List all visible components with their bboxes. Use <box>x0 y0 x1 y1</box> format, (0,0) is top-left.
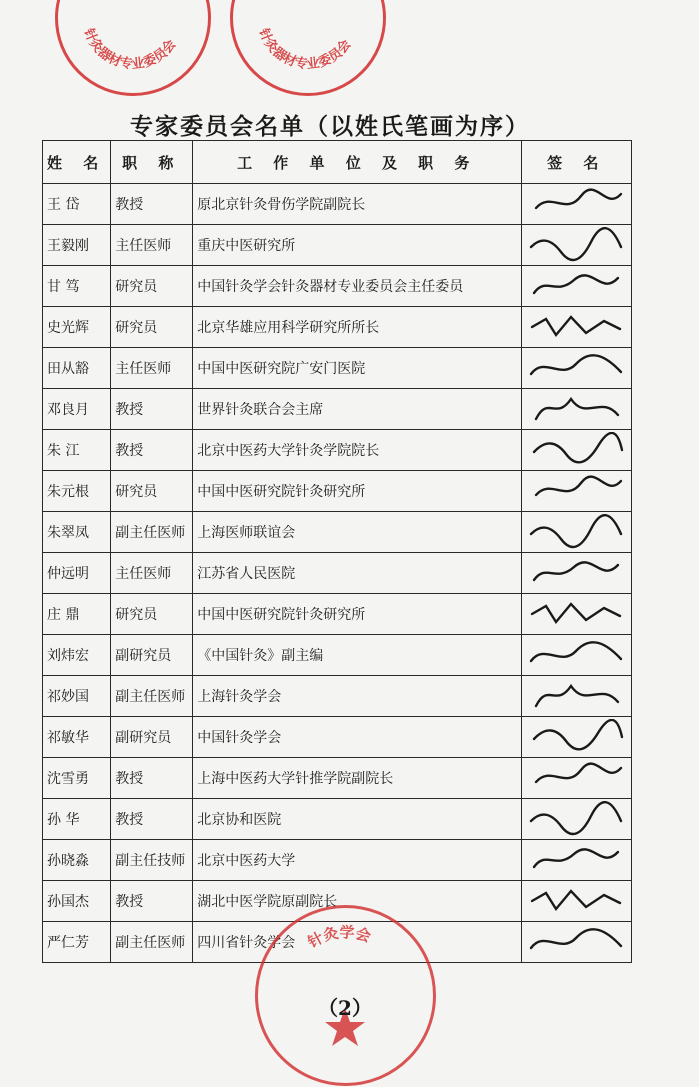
member-name: 甘 笃 <box>43 266 111 307</box>
header-title: 职 称 <box>111 141 193 184</box>
page-number: （2） <box>318 996 372 1020</box>
member-organization: 上海针灸学会 <box>193 676 522 717</box>
header-signature: 签 名 <box>522 141 632 184</box>
member-organization: 北京中医药大学针灸学院院长 <box>193 430 522 471</box>
handwritten-signature <box>522 184 632 225</box>
member-name: 朱 江 <box>43 430 111 471</box>
table-row <box>43 225 632 266</box>
table-row <box>43 430 632 471</box>
table-row <box>43 799 632 840</box>
member-title: 副主任医师 <box>111 512 193 553</box>
table-row <box>43 635 632 676</box>
table-row <box>43 348 632 389</box>
table-row <box>43 594 632 635</box>
member-organization: 江苏省人民医院 <box>193 553 522 594</box>
table-body <box>43 184 632 963</box>
header-name: 姓 名 <box>43 141 111 184</box>
seal-stamp-left <box>55 0 211 96</box>
member-name: 孙 华 <box>43 799 111 840</box>
member-organization: 《中国针灸》副主编 <box>193 635 522 676</box>
handwritten-signature <box>522 389 632 430</box>
member-name: 王 岱 <box>43 184 111 225</box>
member-organization: 北京协和医院 <box>193 799 522 840</box>
member-name: 孙国杰 <box>43 881 111 922</box>
table-row <box>43 307 632 348</box>
handwritten-signature <box>522 635 632 676</box>
member-name: 祁妙国 <box>43 676 111 717</box>
member-organization: 原北京针灸骨伤学院副院长 <box>193 184 522 225</box>
table-header-row <box>43 141 632 184</box>
member-title: 副研究员 <box>111 717 193 758</box>
member-title: 教授 <box>111 758 193 799</box>
member-title: 教授 <box>111 430 193 471</box>
member-title: 副主任医师 <box>111 676 193 717</box>
handwritten-signature <box>522 348 632 389</box>
table-row <box>43 471 632 512</box>
member-title: 研究员 <box>111 471 193 512</box>
member-name: 朱元根 <box>43 471 111 512</box>
table-row <box>43 840 632 881</box>
member-organization: 上海医师联谊会 <box>193 512 522 553</box>
member-name: 庄 鼎 <box>43 594 111 635</box>
member-organization: 湖北中医学院原副院长 <box>193 881 522 922</box>
member-organization: 四川省针灸学会 <box>193 922 522 963</box>
header-organization: 工 作 单 位 及 职 务 <box>193 141 522 184</box>
table-row <box>43 184 632 225</box>
member-organization: 中国中医研究院针灸研究所 <box>193 594 522 635</box>
member-organization: 上海中医药大学针推学院副院长 <box>193 758 522 799</box>
handwritten-signature <box>522 676 632 717</box>
handwritten-signature <box>522 922 632 963</box>
table-row <box>43 266 632 307</box>
handwritten-signature <box>522 307 632 348</box>
table-row <box>43 758 632 799</box>
member-organization: 重庆中医研究所 <box>193 225 522 266</box>
handwritten-signature <box>522 717 632 758</box>
member-name: 刘炜宏 <box>43 635 111 676</box>
member-organization: 中国针灸学会针灸器材专业委员会主任委员 <box>193 266 522 307</box>
member-name: 沈雪勇 <box>43 758 111 799</box>
member-title: 主任医师 <box>111 225 193 266</box>
handwritten-signature <box>522 512 632 553</box>
member-organization: 世界针灸联合会主席 <box>193 389 522 430</box>
member-title: 教授 <box>111 184 193 225</box>
member-title: 教授 <box>111 799 193 840</box>
document-title: 专家委员会名单（以姓氏笔画为序） <box>130 114 530 140</box>
member-organization: 中国中医研究院针灸研究所 <box>193 471 522 512</box>
handwritten-signature <box>522 553 632 594</box>
member-title: 研究员 <box>111 266 193 307</box>
member-name: 史光辉 <box>43 307 111 348</box>
table-row <box>43 389 632 430</box>
svg-text:针灸器材专业委员会: 针灸器材专业委员会 <box>80 26 180 73</box>
member-organization: 中国中医研究院广安门医院 <box>193 348 522 389</box>
member-name: 朱翠凤 <box>43 512 111 553</box>
seal-stamp-right <box>230 0 386 96</box>
table-row <box>43 717 632 758</box>
member-name: 孙晓淼 <box>43 840 111 881</box>
member-name: 祁敏华 <box>43 717 111 758</box>
svg-text:针灸学会: 针灸学会 <box>304 923 373 952</box>
member-title: 教授 <box>111 389 193 430</box>
member-title: 研究员 <box>111 307 193 348</box>
member-name: 邓良月 <box>43 389 111 430</box>
table-row <box>43 553 632 594</box>
member-name: 严仁芳 <box>43 922 111 963</box>
svg-text:针灸器材专业委员会: 针灸器材专业委员会 <box>255 26 355 73</box>
member-title: 副研究员 <box>111 635 193 676</box>
handwritten-signature <box>522 471 632 512</box>
member-organization: 北京华雄应用科学研究所所长 <box>193 307 522 348</box>
handwritten-signature <box>522 758 632 799</box>
member-organization: 北京中医药大学 <box>193 840 522 881</box>
member-name: 田从豁 <box>43 348 111 389</box>
member-title: 副主任医师 <box>111 922 193 963</box>
member-name: 王毅刚 <box>43 225 111 266</box>
handwritten-signature <box>522 799 632 840</box>
member-title: 研究员 <box>111 594 193 635</box>
handwritten-signature <box>522 840 632 881</box>
table-row <box>43 676 632 717</box>
member-organization: 中国针灸学会 <box>193 717 522 758</box>
expert-roster-table <box>42 140 632 963</box>
handwritten-signature <box>522 881 632 922</box>
member-title: 教授 <box>111 881 193 922</box>
member-name: 仲远明 <box>43 553 111 594</box>
member-title: 副主任技师 <box>111 840 193 881</box>
handwritten-signature <box>522 430 632 471</box>
handwritten-signature <box>522 266 632 307</box>
member-title: 主任医师 <box>111 553 193 594</box>
handwritten-signature <box>522 594 632 635</box>
member-title: 主任医师 <box>111 348 193 389</box>
table-row <box>43 512 632 553</box>
handwritten-signature <box>522 225 632 266</box>
